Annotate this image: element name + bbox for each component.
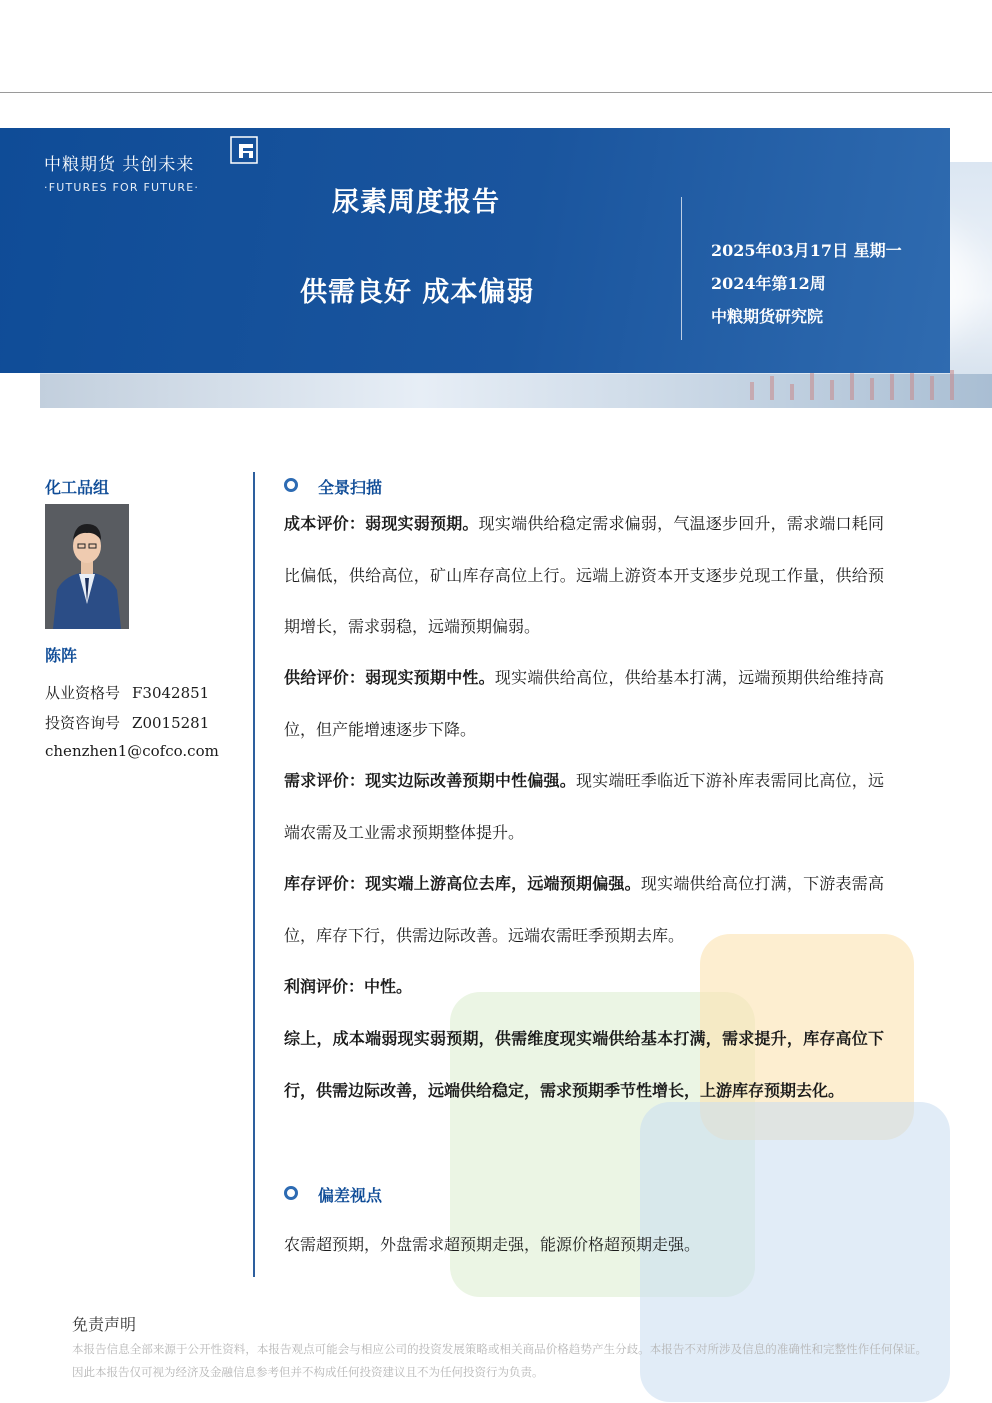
inventory-evaluation-label: 库存评价：现实端上游高位去库，远端预期偏强。 bbox=[284, 874, 641, 893]
demand-evaluation-text: 现实端旺季临近下游补库表需同比高位，远端农需及工业需求预期整体提升。 bbox=[284, 771, 884, 842]
advisory-number: Z0015281 bbox=[132, 714, 210, 732]
analyst-photo bbox=[45, 504, 129, 629]
top-rule bbox=[0, 92, 992, 93]
cost-evaluation-label: 成本评价：弱现实弱预期。 bbox=[284, 514, 479, 533]
analyst-group: 化工品组 bbox=[45, 478, 110, 497]
bullet-ring-icon bbox=[284, 478, 298, 492]
logo-english-text: ·FUTURES FOR FUTURE· bbox=[44, 181, 200, 194]
license-row bbox=[45, 682, 209, 703]
bullet-ring-icon bbox=[284, 1186, 298, 1200]
demand-evaluation-label: 需求评价：现实边际改善预期中性偏强。 bbox=[284, 771, 576, 790]
report-subtitle: 供需良好 成本偏弱 bbox=[300, 277, 535, 308]
logo-chinese-text: 中粮期货 共创未来 bbox=[44, 155, 195, 175]
license-number: F3042851 bbox=[132, 684, 210, 702]
cost-evaluation-text: 现实端供给稳定需求偏弱，气温逐步回升，需求端口耗同比偏低，供给高位，矿山库存高位上行。远端上游资本开支逐步兑现工作量，供给预期增长，需求弱稳，远端预期偏弱。 bbox=[284, 514, 884, 636]
supply-evaluation-text: 现实端供给高位，供给基本打满，远端预期供给维持高位，但产能增速逐步下降。 bbox=[284, 668, 884, 739]
profit-evaluation-paragraph: 利润评价：中性。 bbox=[284, 977, 413, 996]
inventory-evaluation-paragraph bbox=[284, 858, 884, 961]
report-title: 尿素周度报告 bbox=[332, 187, 500, 218]
advisory-row bbox=[45, 712, 209, 733]
section-title: 偏差视点 bbox=[318, 1186, 383, 1205]
summary-paragraph: 综上，成本端弱现实弱预期，供需维度现实端供给基本打满，需求提升，库存高位下行，供需边际改善，远端供给稳定，需求预期季节性增长，上游库存预期去化。 bbox=[284, 1029, 884, 1100]
research-institute: 中粮期货研究院 bbox=[711, 307, 824, 326]
supply-evaluation-paragraph bbox=[284, 652, 884, 755]
supply-evaluation-label: 供给评价：弱现实预期中性。 bbox=[284, 668, 495, 687]
report-week: 2024年第12周 bbox=[711, 274, 826, 293]
disclaimer-text: 本报告信息全部来源于公开性资料，本报告观点可能会与相应公司的投资发展策略或相关商品价格趋势产生分歧。本报告不对所涉及信息的准确性和完整性作任何保证。因此本报告仅可视为经济及金融信息参考但并不构成任何投资建议且不为任何投资行为负责。 bbox=[72, 1342, 927, 1379]
disclaimer-title: 免责声明 bbox=[72, 1315, 137, 1334]
deviation-paragraph: 农需超预期，外盘需求超预期走强，能源价格超预期走强。 bbox=[284, 1235, 701, 1254]
inventory-evaluation-text: 现实端供给高位打满，下游表需高位，库存下行，供需边际改善。远端农需旺季预期去库。 bbox=[284, 874, 884, 945]
analyst-name: 陈阵 bbox=[45, 646, 78, 665]
analyst-email: chenzhen1@cofco.com bbox=[45, 742, 219, 760]
cost-evaluation-paragraph bbox=[284, 498, 884, 653]
company-logo bbox=[44, 150, 199, 194]
column-divider bbox=[253, 472, 255, 1277]
advisory-label: 投资咨询号 bbox=[45, 714, 121, 732]
section-title: 全景扫描 bbox=[318, 478, 383, 497]
banner-divider bbox=[681, 197, 682, 340]
report-date: 2025年03月17日 星期一 bbox=[711, 241, 902, 260]
logo-mark-icon bbox=[228, 136, 258, 164]
license-label: 从业资格号 bbox=[45, 684, 121, 702]
demand-evaluation-paragraph bbox=[284, 755, 884, 858]
